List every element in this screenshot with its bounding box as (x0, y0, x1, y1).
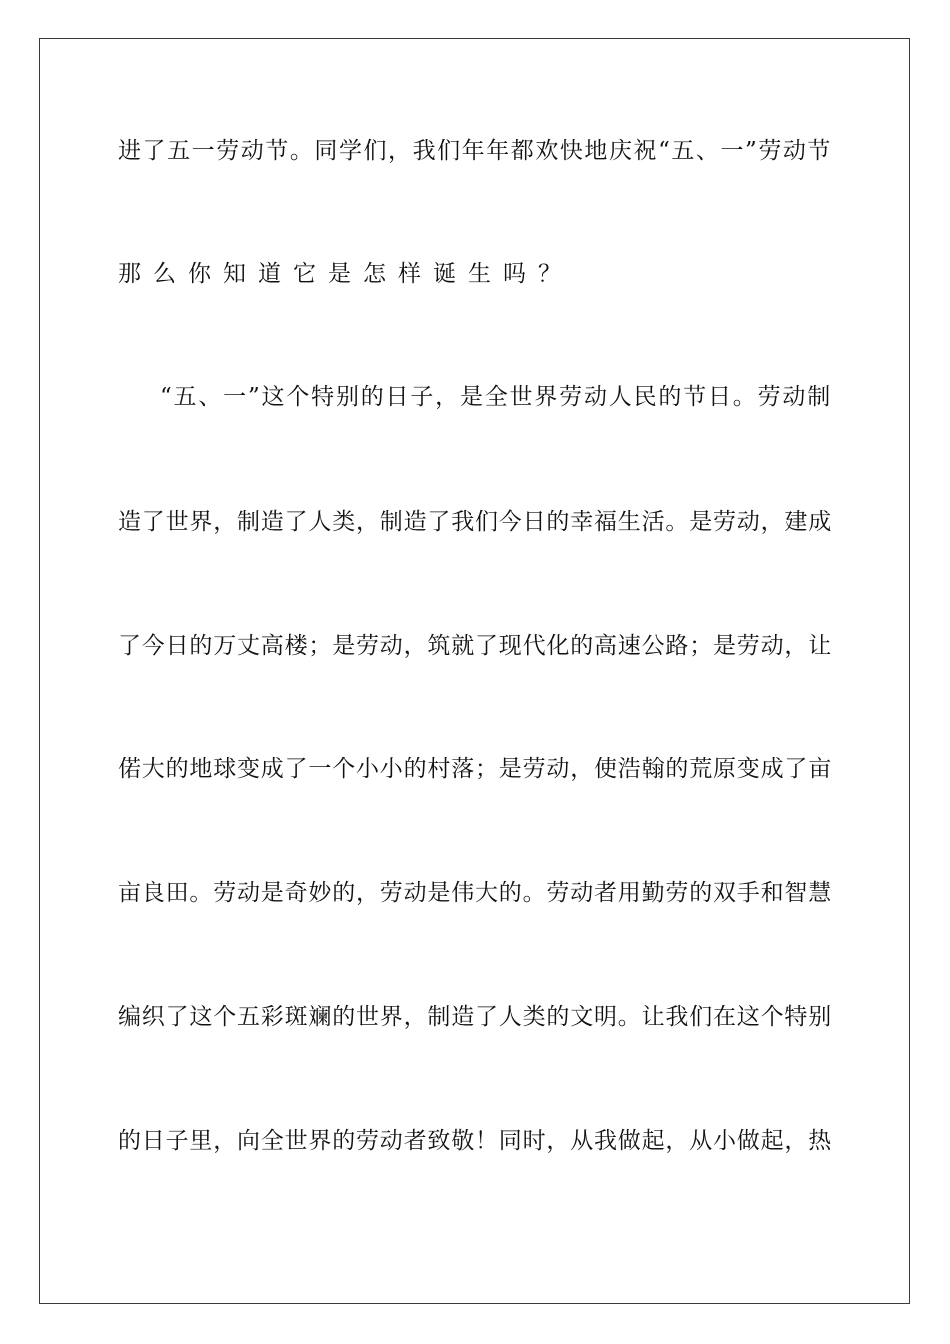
text-line-8: 编织了这个五彩斑斓的世界，制造了人类的文明。让我们在这个特别 (118, 1004, 832, 1030)
text-line-5: 了今日的万丈高楼；是劳动，筑就了现代化的高速公路；是劳动，让 (118, 633, 832, 659)
text-line-1: 进了五一劳动节。同学们，我们年年都欢快地庆祝“五、一”劳动节 (118, 138, 832, 164)
text-line-6: 偌大的地球变成了一个小小的村落；是劳动，使浩翰的荒原变成了亩 (118, 756, 832, 782)
text-line-7: 亩良田。劳动是奇妙的，劳动是伟大的。劳动者用勤劳的双手和智慧 (118, 880, 832, 906)
text-line-9: 的日子里，向全世界的劳动者致敬！同时，从我做起，从小做起，热 (118, 1128, 832, 1154)
text-line-4: 造了世界，制造了人类，制造了我们今日的幸福生活。是劳动，建成 (118, 509, 832, 535)
text-line-2: 那么你知道它是怎样诞生吗？ (118, 261, 573, 287)
text-line-3: “五、一”这个特别的日子，是全世界劳动人民的节日。劳动制 (160, 384, 832, 410)
page-border (39, 38, 910, 1304)
